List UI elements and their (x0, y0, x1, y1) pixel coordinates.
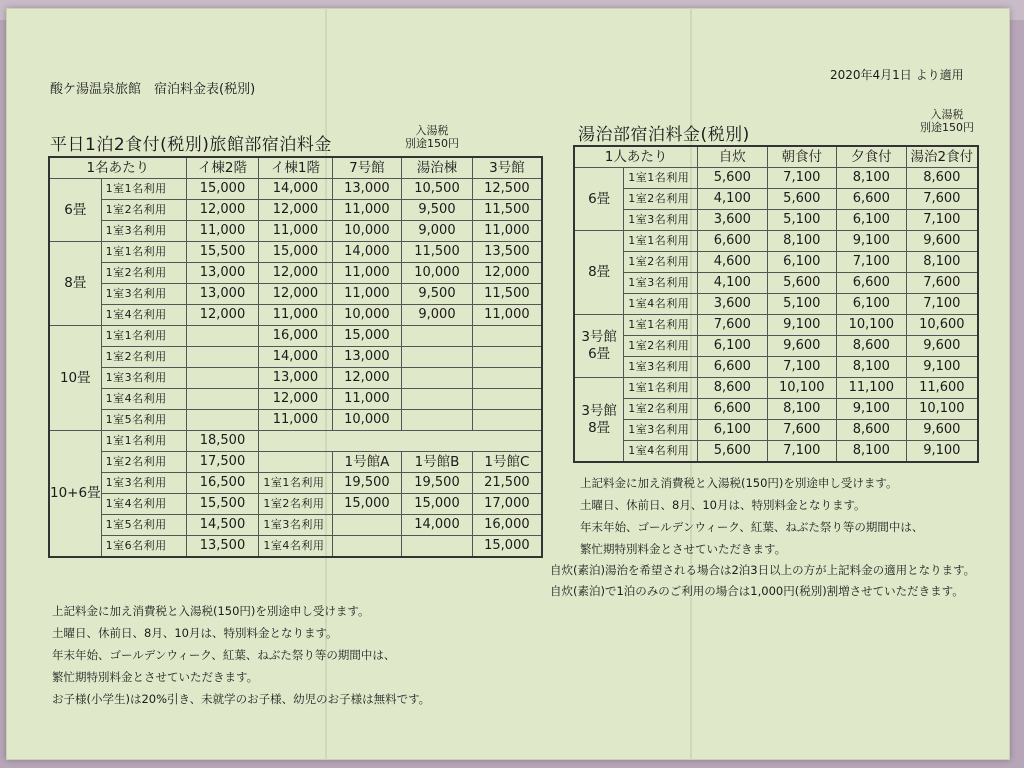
header-row (574, 146, 978, 168)
rate-cell (332, 515, 402, 536)
occupancy-label: 1室1名利用 (624, 378, 698, 399)
room-size-label: 6畳 (574, 168, 624, 231)
occupancy-label: 1室6名利用 (101, 536, 186, 558)
occupancy-label: 1室3名利用 (259, 515, 332, 536)
ryokan-rate-table (48, 156, 543, 558)
column-header: 朝食付 (767, 146, 837, 168)
rate-cell: 7,100 (767, 357, 837, 378)
rate-cell: 6,600 (698, 231, 767, 252)
rate-cell: 9,500 (402, 284, 473, 305)
rate-cell: 12,000 (259, 284, 332, 305)
rate-cell: 9,100 (767, 315, 837, 336)
table-row (49, 305, 542, 326)
note-line: 土曜日、休前日、8月、10月は、特別料金となります。 (580, 498, 866, 512)
note-line: 繁忙期特別料金とさせていただきます。 (52, 670, 259, 684)
occupancy-label: 1室2名利用 (259, 494, 332, 515)
rate-cell: 10,100 (767, 378, 837, 399)
rate-cell: 11,000 (332, 200, 402, 221)
rate-cell: 15,000 (472, 536, 542, 558)
occupancy-label: 1室1名利用 (624, 168, 698, 189)
table-row (49, 326, 542, 347)
table-row (574, 189, 978, 210)
rate-cell: 7,100 (906, 294, 978, 315)
rate-cell: 19,500 (402, 473, 473, 494)
rate-cell: 15,000 (332, 494, 402, 515)
rate-cell: 10,100 (837, 315, 907, 336)
rate-cell: 9,000 (402, 221, 473, 242)
rate-cell: 18,500 (186, 431, 259, 452)
rate-cell: 12,000 (259, 389, 332, 410)
rate-cell: 15,500 (186, 494, 259, 515)
rate-cell (402, 410, 473, 431)
rate-cell: 9,100 (906, 441, 978, 463)
table-row (574, 168, 978, 189)
rate-cell: 5,100 (767, 294, 837, 315)
occupancy-label: 1室4名利用 (259, 536, 332, 558)
rate-cell: 5,600 (698, 168, 767, 189)
rate-cell: 13,000 (332, 347, 402, 368)
note-line: 繁忙期特別料金とさせていただきます。 (580, 542, 787, 556)
rate-cell: 10,000 (332, 221, 402, 242)
rate-cell: 12,000 (186, 305, 259, 326)
table-row (49, 263, 542, 284)
table-row (49, 347, 542, 368)
column-header: 3号館 (472, 157, 542, 179)
rate-cell (402, 389, 473, 410)
room-size-label: 10+6畳 (49, 431, 101, 558)
annex-column-header: 1号館C (472, 452, 542, 473)
rate-cell: 11,000 (259, 221, 332, 242)
column-header: 1人あたり (574, 146, 698, 168)
rate-cell: 10,100 (906, 399, 978, 420)
table-row (49, 410, 542, 431)
rate-cell: 11,000 (332, 389, 402, 410)
rate-cell: 14,500 (186, 515, 259, 536)
rate-cell: 11,100 (837, 378, 907, 399)
rate-cell: 6,100 (698, 336, 767, 357)
rate-cell: 6,100 (698, 420, 767, 441)
occupancy-label: 1室1名利用 (101, 431, 186, 452)
table-row (49, 284, 542, 305)
rate-cell: 9,600 (906, 336, 978, 357)
table-row (49, 179, 542, 200)
occupancy-label: 1室3名利用 (624, 420, 698, 441)
rate-cell: 6,100 (837, 294, 907, 315)
rate-cell: 8,100 (906, 252, 978, 273)
room-size-label: 8畳 (574, 231, 624, 315)
empty-cell (259, 452, 332, 473)
note-line: 自炊(素泊)で1泊のみのご利用の場合は1,000円(税別)割増させていただきます。 (550, 584, 964, 598)
rate-cell: 7,600 (767, 420, 837, 441)
rate-cell: 6,600 (837, 189, 907, 210)
rate-cell: 9,100 (837, 399, 907, 420)
occupancy-label: 1室1名利用 (101, 326, 186, 347)
table-row (574, 231, 978, 252)
column-header: 湯治2食付 (906, 146, 978, 168)
rate-cell: 5,600 (767, 189, 837, 210)
rate-cell: 11,000 (259, 305, 332, 326)
rate-cell: 10,500 (402, 179, 473, 200)
occupancy-label: 1室2名利用 (101, 263, 186, 284)
rate-cell: 7,100 (837, 252, 907, 273)
rate-cell: 6,100 (837, 210, 907, 231)
occupancy-label: 1室1名利用 (101, 179, 186, 200)
room-size-sublabel: 8畳 (588, 419, 611, 436)
rate-cell: 8,100 (767, 231, 837, 252)
toji-bath-tax-note: 入湯税 別途150円 (920, 108, 974, 134)
occupancy-label: 1室2名利用 (101, 452, 186, 473)
rate-cell: 7,100 (767, 441, 837, 463)
rate-cell: 9,000 (402, 305, 473, 326)
rate-cell (186, 410, 259, 431)
effective-date: 2020年4月1日 より適用 (830, 68, 964, 82)
rate-cell: 8,100 (837, 441, 907, 463)
annex-column-header: 1号館A (332, 452, 402, 473)
occupancy-label: 1室2名利用 (624, 336, 698, 357)
rate-cell: 7,600 (906, 273, 978, 294)
rate-cell: 19,500 (332, 473, 402, 494)
rate-cell: 9,100 (906, 357, 978, 378)
room-building-label: 3号館 (581, 329, 617, 345)
rate-cell: 14,000 (332, 242, 402, 263)
rate-cell: 15,500 (186, 242, 259, 263)
occupancy-label: 1室5名利用 (101, 515, 186, 536)
rate-cell: 16,500 (186, 473, 259, 494)
rate-cell: 15,000 (332, 326, 402, 347)
rate-cell: 8,600 (698, 378, 767, 399)
rate-cell: 11,000 (259, 410, 332, 431)
header-row (49, 157, 542, 179)
table-row (49, 368, 542, 389)
column-header: 自炊 (698, 146, 767, 168)
occupancy-label: 1室3名利用 (624, 210, 698, 231)
toji-extra-notes (550, 560, 975, 602)
occupancy-label: 1室3名利用 (101, 368, 186, 389)
rate-cell: 6,600 (837, 273, 907, 294)
rate-cell (402, 326, 473, 347)
note-line: 年末年始、ゴールデンウィーク、紅葉、ねぶた祭り等の期間中は、 (52, 648, 396, 662)
document-title: 酸ケ湯温泉旅館 宿泊料金表(税別) (50, 82, 256, 97)
table-row (574, 420, 978, 441)
rate-cell (186, 389, 259, 410)
rate-cell (472, 389, 542, 410)
table-row (49, 515, 542, 536)
rate-cell (472, 347, 542, 368)
rate-cell: 12,000 (259, 263, 332, 284)
column-header: 1名あたり (49, 157, 186, 179)
rate-cell: 3,600 (698, 210, 767, 231)
rate-cell: 11,000 (186, 221, 259, 242)
rate-cell: 10,000 (402, 263, 473, 284)
rate-cell: 6,600 (698, 357, 767, 378)
rate-cell: 13,000 (259, 368, 332, 389)
occupancy-label: 1室3名利用 (101, 473, 186, 494)
note-line: 上記料金に加え消費税と入湯税(150円)を別途申し受けます。 (580, 476, 898, 490)
rate-cell: 9,600 (906, 420, 978, 441)
column-header: 夕食付 (837, 146, 907, 168)
rate-cell: 5,600 (698, 441, 767, 463)
rate-cell: 14,000 (259, 347, 332, 368)
room-size-label: 8畳 (49, 242, 101, 326)
occupancy-label: 1室5名利用 (101, 410, 186, 431)
toji-notes (580, 472, 923, 560)
rate-cell: 11,600 (906, 378, 978, 399)
rate-cell: 17,500 (186, 452, 259, 473)
rate-cell: 3,600 (698, 294, 767, 315)
rate-cell: 11,000 (332, 263, 402, 284)
table-row (49, 389, 542, 410)
table-row (574, 210, 978, 231)
rate-cell: 6,100 (767, 252, 837, 273)
ryokan-section-title: 平日1泊2食付(税別)旅館部宿泊料金 (50, 135, 332, 155)
rate-cell: 10,000 (332, 410, 402, 431)
note-line: 土曜日、休前日、8月、10月は、特別料金となります。 (52, 626, 338, 640)
table-row (49, 200, 542, 221)
rate-cell: 7,600 (906, 189, 978, 210)
ryokan-bath-tax-note: 入湯税 別途150円 (405, 124, 459, 150)
rate-cell: 4,100 (698, 273, 767, 294)
rate-cell: 9,100 (837, 231, 907, 252)
room-size-label (574, 378, 624, 463)
room-size-label: 6畳 (49, 179, 101, 242)
note-line: お子様(小学生)は20%引き、未就学のお子様、幼児のお子様は無料です。 (52, 692, 431, 706)
toji-rate-table (573, 145, 979, 463)
occupancy-label: 1室1名利用 (101, 242, 186, 263)
rate-cell (472, 368, 542, 389)
rate-cell (186, 347, 259, 368)
table-row (49, 221, 542, 242)
rate-cell: 11,000 (472, 221, 542, 242)
occupancy-label: 1室4名利用 (101, 494, 186, 515)
occupancy-label: 1室3名利用 (624, 273, 698, 294)
rate-cell: 8,600 (837, 420, 907, 441)
occupancy-label: 1室1名利用 (624, 315, 698, 336)
empty-cell (259, 431, 542, 452)
note-line: 年末年始、ゴールデンウィーク、紅葉、ねぶた祭り等の期間中は、 (580, 520, 924, 534)
rate-cell: 11,500 (402, 242, 473, 263)
rate-cell: 8,600 (837, 336, 907, 357)
occupancy-label: 1室4名利用 (101, 389, 186, 410)
rate-cell: 21,500 (472, 473, 542, 494)
rate-cell: 12,000 (186, 200, 259, 221)
rate-cell: 11,500 (472, 200, 542, 221)
table-row (574, 336, 978, 357)
rate-cell: 13,500 (472, 242, 542, 263)
rate-cell: 10,000 (332, 305, 402, 326)
occupancy-label: 1室2名利用 (101, 200, 186, 221)
rate-cell: 15,000 (259, 242, 332, 263)
table-row (49, 452, 542, 473)
rate-cell (186, 326, 259, 347)
rate-cell: 12,000 (332, 368, 402, 389)
occupancy-label: 1室4名利用 (101, 305, 186, 326)
rate-cell: 12,000 (472, 263, 542, 284)
room-building-label: 3号館 (581, 402, 617, 419)
rate-cell: 12,500 (472, 179, 542, 200)
rate-cell: 14,000 (402, 515, 473, 536)
rate-cell: 8,600 (906, 168, 978, 189)
occupancy-label: 1室2名利用 (624, 189, 698, 210)
occupancy-label: 1室2名利用 (624, 399, 698, 420)
rate-cell: 4,600 (698, 252, 767, 273)
table-row (574, 315, 978, 336)
rate-cell: 5,600 (767, 273, 837, 294)
table-row (49, 431, 542, 452)
rate-cell: 13,500 (186, 536, 259, 558)
table-row (574, 399, 978, 420)
occupancy-label: 1室1名利用 (624, 231, 698, 252)
rate-cell: 5,100 (767, 210, 837, 231)
rate-cell: 11,000 (472, 305, 542, 326)
room-size-label (574, 315, 624, 378)
note-line: 自炊(素泊)湯治を希望される場合は2泊3日以上の方が上記料金の適用となります。 (550, 563, 976, 577)
rate-cell: 13,000 (186, 263, 259, 284)
rate-cell: 10,600 (906, 315, 978, 336)
rate-cell: 17,000 (472, 494, 542, 515)
rate-cell: 11,000 (332, 284, 402, 305)
annex-column-header: 1号館B (402, 452, 473, 473)
rate-cell: 4,100 (698, 189, 767, 210)
rate-cell: 12,000 (259, 200, 332, 221)
table-row (574, 441, 978, 463)
occupancy-label: 1室3名利用 (101, 221, 186, 242)
occupancy-label: 1室3名利用 (624, 357, 698, 378)
rate-cell (402, 368, 473, 389)
column-header: 湯治棟 (402, 157, 473, 179)
rate-cell: 15,000 (402, 494, 473, 515)
occupancy-label: 1室4名利用 (624, 441, 698, 463)
rate-cell: 7,100 (767, 168, 837, 189)
occupancy-label: 1室1名利用 (259, 473, 332, 494)
table-row (574, 378, 978, 399)
table-row (49, 494, 542, 515)
rate-cell: 8,100 (837, 168, 907, 189)
rate-cell: 6,600 (698, 399, 767, 420)
rate-cell: 14,000 (259, 179, 332, 200)
rate-cell: 7,600 (698, 315, 767, 336)
room-size-label: 10畳 (49, 326, 101, 431)
rate-cell: 8,100 (837, 357, 907, 378)
rate-cell (186, 368, 259, 389)
column-header: イ棟1階 (259, 157, 332, 179)
ryokan-notes (52, 600, 430, 710)
occupancy-label: 1室2名利用 (624, 252, 698, 273)
rate-cell (472, 326, 542, 347)
rate-cell (402, 536, 473, 558)
rate-cell (402, 347, 473, 368)
occupancy-label: 1室2名利用 (101, 347, 186, 368)
rate-cell: 15,000 (186, 179, 259, 200)
table-row (49, 473, 542, 494)
occupancy-label: 1室4名利用 (624, 294, 698, 315)
rate-cell: 9,600 (767, 336, 837, 357)
rate-cell: 16,000 (259, 326, 332, 347)
table-row (574, 357, 978, 378)
rate-cell: 9,600 (906, 231, 978, 252)
rate-cell: 11,500 (472, 284, 542, 305)
rate-cell: 7,100 (906, 210, 978, 231)
rate-cell: 13,000 (332, 179, 402, 200)
table-row (49, 242, 542, 263)
rate-cell: 8,100 (767, 399, 837, 420)
table-row (49, 536, 542, 558)
rate-cell (332, 536, 402, 558)
toji-section-title: 湯治部宿泊料金(税別) (578, 125, 750, 145)
occupancy-label: 1室3名利用 (101, 284, 186, 305)
rate-cell (472, 410, 542, 431)
column-header: 7号館 (332, 157, 402, 179)
rate-cell: 13,000 (186, 284, 259, 305)
rate-cell: 9,500 (402, 200, 473, 221)
table-row (574, 252, 978, 273)
column-header: イ棟2階 (186, 157, 259, 179)
room-size-sublabel: 6畳 (588, 346, 611, 362)
note-line: 上記料金に加え消費税と入湯税(150円)を別途申し受けます。 (52, 604, 370, 618)
rate-cell: 16,000 (472, 515, 542, 536)
table-row (574, 273, 978, 294)
table-row (574, 294, 978, 315)
